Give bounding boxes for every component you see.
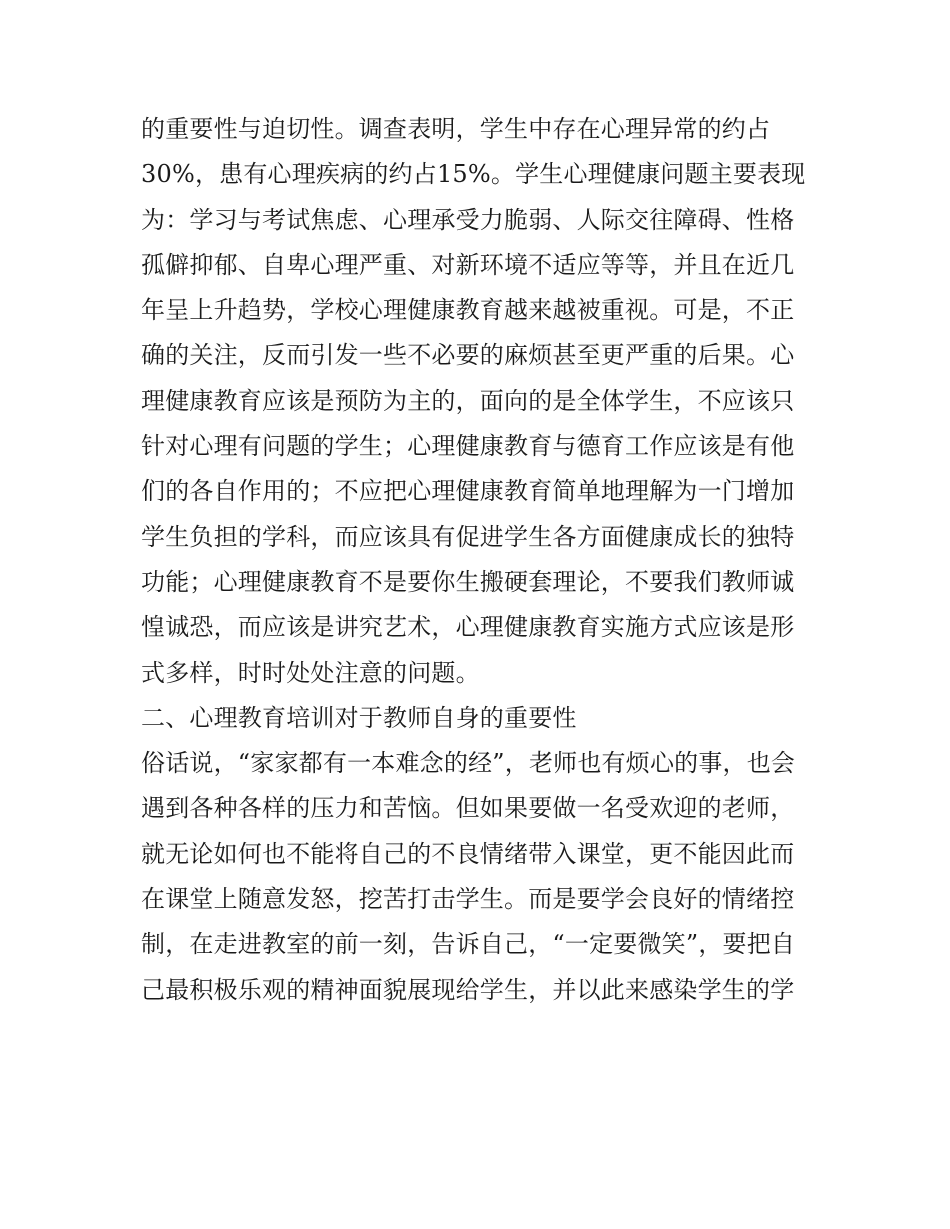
text-line: 30%，患有心理疾病的约占15%。学生心理健康问题主要表现 [141,160,806,189]
text-line: 式多样，时时处处注意的问题。 [141,658,480,687]
text-line: 们的各自作用的；不应把心理健康教育简单地理解为一门增加 [141,477,795,506]
text-line: 理健康教育应该是预防为主的，面向的是全体学生，不应该只 [141,386,795,415]
text-line: 针对心理有问题的学生；心理健康教育与德育工作应该是有他 [141,432,795,461]
text-line: 学生负担的学科，而应该具有促进学生各方面健康成长的独特 [141,522,795,551]
text-line: 年呈上升趋势，学校心理健康教育越来越被重视。可是，不正 [141,296,795,325]
text-line: 就无论如何也不能将自己的不良情绪带入课堂，更不能因此而 [141,839,795,868]
text-line: 遇到各种各样的压力和苦恼。但如果要做一名受欢迎的老师， [141,794,795,823]
text-line: 的重要性与迫切性。调查表明，学生中存在心理异常的约占 [141,115,771,143]
text-line: 功能；心理健康教育不是要你生搬硬套理论，不要我们教师诚 [141,567,795,596]
text-line: 确的关注，反而引发一些不必要的麻烦甚至更严重的后果。心 [141,341,795,370]
text-line: 为：学习与考试焦虑、心理承受力脆弱、人际交往障碍、性格 [141,205,795,234]
text-line: 在课堂上随意发怒，挖苦打击学生。而是要学会良好的情绪控 [141,885,795,914]
section-heading: 二、心理教育培训对于教师自身的重要性 [141,703,577,732]
body-text [141,107,841,1013]
text-line: 惶诚恐，而应该是讲究艺术，心理健康教育实施方式应该是形 [141,613,795,642]
text-line: 孤僻抑郁、自卑心理严重、对新环境不适应等等，并且在近几 [141,250,795,279]
text-line: 己最积极乐观的精神面貌展现给学生，并以此来感染学生的学 [141,975,795,1004]
text-line: 制，在走进教室的前一刻，告诉自己，“一定要微笑”，要把自 [141,930,796,959]
text-line: 俗话说，“家家都有一本难念的经”，老师也有烦心的事，也会 [141,749,796,778]
